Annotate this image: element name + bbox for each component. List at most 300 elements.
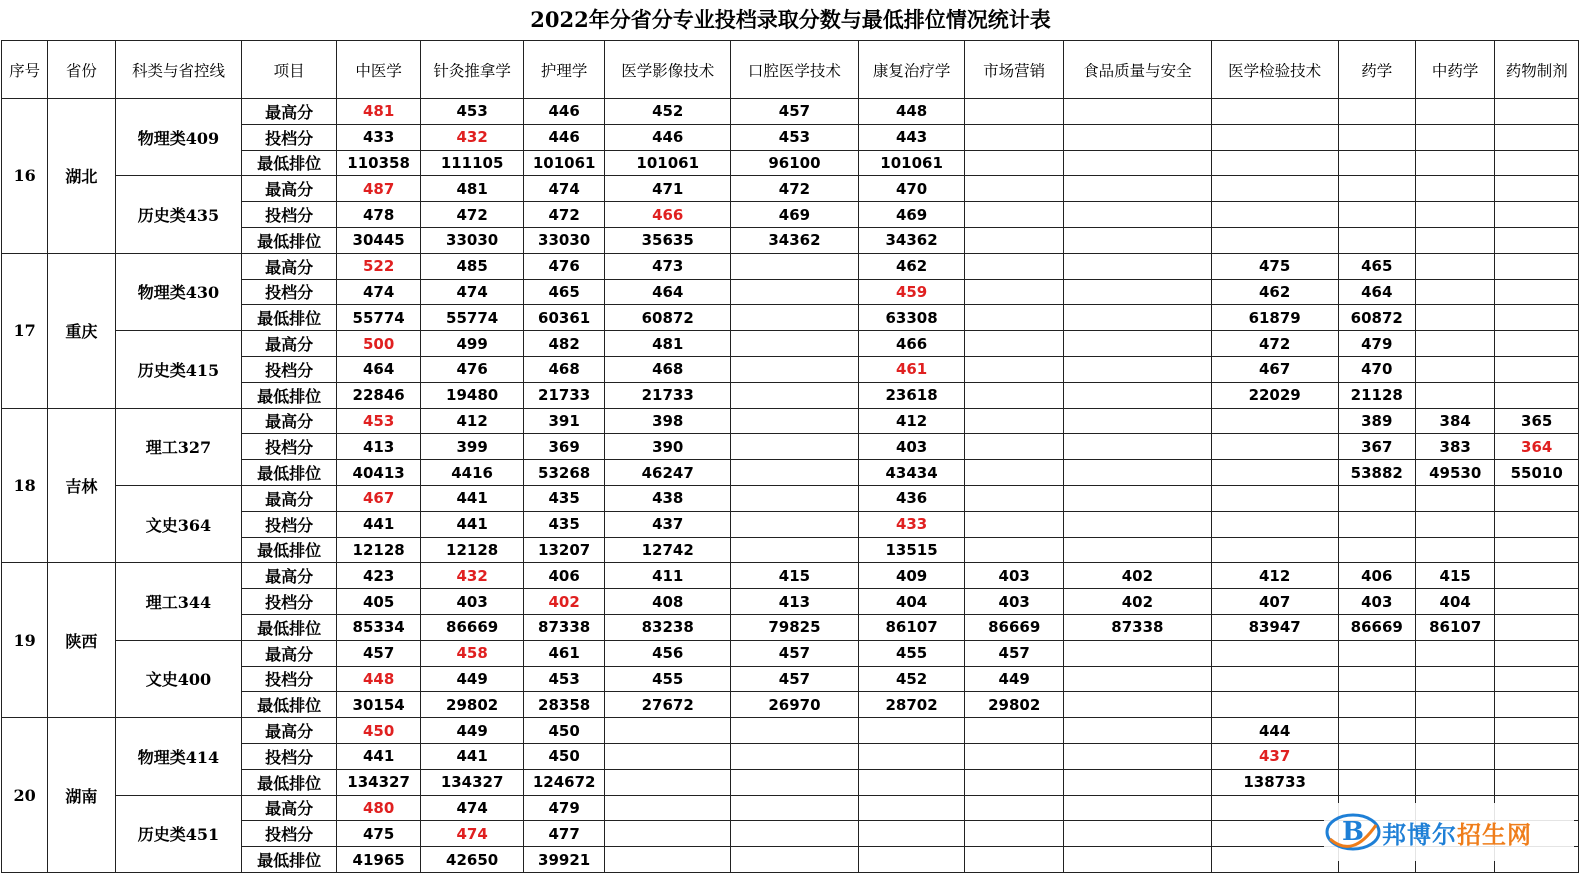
score-cell: 61879 [1211, 305, 1338, 331]
table-row [2, 563, 1579, 589]
score-cell: 450 [523, 743, 604, 769]
column-header: 医学检验技术 [1211, 41, 1338, 99]
seq-cell: 18 [2, 408, 48, 563]
score-cell [1495, 124, 1579, 150]
score-cell: 46247 [605, 460, 731, 486]
score-cell: 453 [523, 666, 604, 692]
category-cell: 历史类451 [115, 795, 242, 872]
score-cell: 28702 [858, 692, 965, 718]
score-cell: 398 [605, 408, 731, 434]
score-cell: 79825 [731, 614, 859, 640]
category-cell: 物理类414 [115, 718, 242, 795]
table-row [2, 408, 1579, 434]
table-row [2, 176, 1579, 202]
seq-cell: 16 [2, 99, 48, 254]
score-cell: 479 [523, 795, 604, 821]
score-cell [1211, 434, 1338, 460]
score-cell: 474 [421, 821, 524, 847]
score-cell: 391 [523, 408, 604, 434]
score-cell: 441 [421, 511, 524, 537]
score-cell [731, 356, 859, 382]
column-header: 护理学 [523, 41, 604, 99]
score-cell: 30154 [336, 692, 420, 718]
score-cell: 364 [1495, 434, 1579, 460]
score-cell: 409 [858, 563, 965, 589]
score-cell: 448 [336, 666, 420, 692]
score-cell [965, 331, 1064, 357]
score-cell: 466 [858, 331, 965, 357]
score-cell: 433 [858, 511, 965, 537]
score-cell: 457 [731, 99, 859, 125]
column-header: 药物制剂 [1495, 41, 1579, 99]
score-cell: 27672 [605, 692, 731, 718]
score-cell: 482 [523, 331, 604, 357]
score-cell: 437 [1211, 743, 1338, 769]
score-cell: 53882 [1338, 460, 1415, 486]
score-cell: 478 [336, 202, 420, 228]
score-cell: 29802 [421, 692, 524, 718]
item-cell: 最高分 [242, 640, 337, 666]
score-cell: 86669 [1338, 614, 1415, 640]
score-cell [1415, 692, 1494, 718]
watermark-text-accent: 招生网 [1457, 820, 1532, 849]
score-cell: 441 [336, 743, 420, 769]
score-cell [1495, 485, 1579, 511]
score-cell [1211, 202, 1338, 228]
score-cell: 449 [965, 666, 1064, 692]
score-cell: 369 [523, 434, 604, 460]
score-cell [1495, 640, 1579, 666]
score-cell: 474 [523, 176, 604, 202]
score-cell: 413 [336, 434, 420, 460]
score-cell [1495, 511, 1579, 537]
score-cell: 457 [731, 640, 859, 666]
score-cell: 473 [605, 253, 731, 279]
score-cell: 500 [336, 331, 420, 357]
score-cell: 86669 [965, 614, 1064, 640]
item-cell: 最高分 [242, 331, 337, 357]
item-cell: 最低排位 [242, 305, 337, 331]
score-cell: 399 [421, 434, 524, 460]
table-row [2, 253, 1579, 279]
score-cell: 55774 [421, 305, 524, 331]
item-cell: 最低排位 [242, 227, 337, 253]
item-cell: 最低排位 [242, 537, 337, 563]
score-cell [1063, 227, 1211, 253]
province-cell: 湖南 [48, 718, 115, 873]
score-cell [731, 331, 859, 357]
score-cell [1063, 460, 1211, 486]
score-cell: 450 [523, 718, 604, 744]
score-cell: 22029 [1211, 382, 1338, 408]
score-cell: 86107 [858, 614, 965, 640]
seq-cell: 17 [2, 253, 48, 408]
item-cell: 投档分 [242, 202, 337, 228]
score-cell [731, 382, 859, 408]
item-cell: 投档分 [242, 821, 337, 847]
column-header: 药学 [1338, 41, 1415, 99]
score-cell [731, 537, 859, 563]
score-cell: 446 [605, 124, 731, 150]
score-cell [605, 795, 731, 821]
score-cell [731, 769, 859, 795]
score-cell: 423 [336, 563, 420, 589]
score-cell [1495, 305, 1579, 331]
score-cell [1415, 227, 1494, 253]
score-cell [1338, 537, 1415, 563]
score-cell [965, 847, 1064, 873]
score-cell: 403 [965, 563, 1064, 589]
column-header: 省份 [48, 41, 115, 99]
score-cell [1495, 356, 1579, 382]
score-cell: 476 [523, 253, 604, 279]
score-cell: 408 [605, 589, 731, 615]
score-cell [1415, 253, 1494, 279]
score-cell [858, 769, 965, 795]
score-cell [1338, 743, 1415, 769]
score-cell: 485 [421, 253, 524, 279]
score-cell [1415, 99, 1494, 125]
score-cell [965, 305, 1064, 331]
score-cell: 53268 [523, 460, 604, 486]
score-cell: 467 [1211, 356, 1338, 382]
score-cell: 487 [336, 176, 420, 202]
score-cell: 468 [605, 356, 731, 382]
watermark-logo-letter: B [1342, 817, 1364, 847]
score-cell: 481 [605, 331, 731, 357]
table-row [2, 99, 1579, 125]
score-cell [1495, 253, 1579, 279]
column-header: 中医学 [336, 41, 420, 99]
score-cell: 458 [421, 640, 524, 666]
item-cell: 投档分 [242, 434, 337, 460]
score-cell [1211, 511, 1338, 537]
province-cell: 吉林 [48, 408, 115, 563]
score-cell: 432 [421, 563, 524, 589]
score-cell [1063, 718, 1211, 744]
item-cell: 最低排位 [242, 460, 337, 486]
score-cell [1415, 666, 1494, 692]
score-cell [1338, 227, 1415, 253]
score-cell: 464 [336, 356, 420, 382]
table-body [2, 99, 1579, 873]
score-cell: 402 [523, 589, 604, 615]
score-cell [1495, 743, 1579, 769]
score-cell [965, 176, 1064, 202]
score-cell [1415, 150, 1494, 176]
score-cell [731, 847, 859, 873]
score-cell [1338, 640, 1415, 666]
score-cell: 468 [523, 356, 604, 382]
score-cell [731, 460, 859, 486]
watermark [1324, 803, 1574, 861]
score-cell [1063, 821, 1211, 847]
score-cell [1063, 176, 1211, 202]
score-cell: 461 [858, 356, 965, 382]
score-cell: 475 [1211, 253, 1338, 279]
score-cell: 83947 [1211, 614, 1338, 640]
score-cell: 403 [1338, 589, 1415, 615]
score-cell [1338, 666, 1415, 692]
score-cell: 33030 [421, 227, 524, 253]
score-cell: 475 [336, 821, 420, 847]
column-header: 科类与省控线 [115, 41, 242, 99]
score-cell: 34362 [858, 227, 965, 253]
score-cell: 474 [421, 279, 524, 305]
score-cell [1063, 640, 1211, 666]
score-cell [1415, 537, 1494, 563]
score-cell [1415, 769, 1494, 795]
score-cell [731, 795, 859, 821]
score-cell [1495, 614, 1579, 640]
score-cell: 477 [523, 821, 604, 847]
score-cell [1063, 795, 1211, 821]
score-cell: 412 [421, 408, 524, 434]
score-cell: 49530 [1415, 460, 1494, 486]
score-cell: 452 [605, 99, 731, 125]
score-cell: 472 [523, 202, 604, 228]
score-cell: 462 [1211, 279, 1338, 305]
score-cell [605, 743, 731, 769]
score-cell: 39921 [523, 847, 604, 873]
score-cell: 96100 [731, 150, 859, 176]
score-cell [1211, 821, 1338, 847]
score-cell [1063, 150, 1211, 176]
score-cell [1495, 331, 1579, 357]
score-cell: 459 [858, 279, 965, 305]
score-cell: 86669 [421, 614, 524, 640]
category-cell: 物理类430 [115, 253, 242, 330]
score-cell: 87338 [1063, 614, 1211, 640]
score-cell [1415, 305, 1494, 331]
score-cell [1063, 202, 1211, 228]
score-cell: 453 [421, 99, 524, 125]
score-cell [1063, 511, 1211, 537]
score-cell [965, 743, 1064, 769]
score-cell: 134327 [336, 769, 420, 795]
score-cell [1495, 227, 1579, 253]
score-cell [1211, 537, 1338, 563]
score-cell: 40413 [336, 460, 420, 486]
score-cell: 412 [1211, 563, 1338, 589]
score-cell [965, 460, 1064, 486]
score-cell [1495, 718, 1579, 744]
category-cell: 文史400 [115, 640, 242, 717]
score-cell: 404 [1415, 589, 1494, 615]
score-cell: 83238 [605, 614, 731, 640]
score-cell: 462 [858, 253, 965, 279]
score-cell [1415, 718, 1494, 744]
score-cell [731, 821, 859, 847]
score-cell: 446 [523, 124, 604, 150]
score-cell: 405 [336, 589, 420, 615]
score-cell [965, 202, 1064, 228]
header-row [2, 41, 1579, 99]
item-cell: 投档分 [242, 124, 337, 150]
item-cell: 投档分 [242, 666, 337, 692]
watermark-text [1382, 815, 1532, 850]
score-cell [1415, 511, 1494, 537]
score-cell [731, 743, 859, 769]
item-cell: 最高分 [242, 253, 337, 279]
score-cell: 406 [523, 563, 604, 589]
score-cell [1415, 331, 1494, 357]
score-cell [1211, 176, 1338, 202]
score-cell: 21733 [605, 382, 731, 408]
score-cell [1211, 485, 1338, 511]
score-cell: 453 [731, 124, 859, 150]
score-cell: 457 [731, 666, 859, 692]
column-header: 针灸推拿学 [421, 41, 524, 99]
table-row [2, 718, 1579, 744]
score-cell [605, 821, 731, 847]
score-cell: 12128 [421, 537, 524, 563]
score-cell: 34362 [731, 227, 859, 253]
score-cell: 441 [421, 743, 524, 769]
score-cell: 13207 [523, 537, 604, 563]
score-cell: 402 [1063, 563, 1211, 589]
score-cell [731, 279, 859, 305]
score-cell: 481 [336, 99, 420, 125]
score-cell: 124672 [523, 769, 604, 795]
score-cell [965, 253, 1064, 279]
score-cell [1338, 718, 1415, 744]
item-cell: 投档分 [242, 589, 337, 615]
score-cell: 365 [1495, 408, 1579, 434]
score-cell: 390 [605, 434, 731, 460]
score-cell: 465 [1338, 253, 1415, 279]
score-cell [1338, 769, 1415, 795]
score-cell [858, 847, 965, 873]
score-cell [858, 821, 965, 847]
score-cell [965, 382, 1064, 408]
score-cell [1211, 692, 1338, 718]
score-cell: 470 [1338, 356, 1415, 382]
score-cell: 435 [523, 485, 604, 511]
score-cell: 432 [421, 124, 524, 150]
score-cell [1338, 176, 1415, 202]
score-cell [965, 718, 1064, 744]
score-cell [731, 253, 859, 279]
score-cell [965, 537, 1064, 563]
score-cell [1063, 692, 1211, 718]
score-cell: 21733 [523, 382, 604, 408]
score-cell [965, 795, 1064, 821]
score-cell [731, 485, 859, 511]
score-cell [965, 124, 1064, 150]
score-cell: 499 [421, 331, 524, 357]
item-cell: 最低排位 [242, 847, 337, 873]
score-cell [1338, 511, 1415, 537]
score-cell: 471 [605, 176, 731, 202]
score-cell [1415, 485, 1494, 511]
item-cell: 投档分 [242, 511, 337, 537]
score-cell [1338, 692, 1415, 718]
score-cell: 479 [1338, 331, 1415, 357]
category-cell: 历史类415 [115, 331, 242, 408]
score-cell [858, 718, 965, 744]
score-cell: 22846 [336, 382, 420, 408]
score-cell [1063, 485, 1211, 511]
score-cell: 449 [421, 718, 524, 744]
score-cell: 43434 [858, 460, 965, 486]
score-cell: 472 [421, 202, 524, 228]
score-cell [731, 718, 859, 744]
score-cell: 4416 [421, 460, 524, 486]
score-cell [965, 356, 1064, 382]
score-cell: 101061 [605, 150, 731, 176]
score-cell [1211, 847, 1338, 873]
item-cell: 最高分 [242, 485, 337, 511]
item-cell: 最高分 [242, 99, 337, 125]
score-cell: 367 [1338, 434, 1415, 460]
score-cell [1495, 666, 1579, 692]
score-cell [965, 279, 1064, 305]
score-cell: 472 [731, 176, 859, 202]
item-cell: 最低排位 [242, 692, 337, 718]
score-cell [965, 227, 1064, 253]
score-cell: 464 [605, 279, 731, 305]
score-cell: 474 [336, 279, 420, 305]
item-cell: 最高分 [242, 176, 337, 202]
score-cell [1338, 99, 1415, 125]
category-cell: 理工344 [115, 563, 242, 640]
category-cell: 理工327 [115, 408, 242, 485]
score-cell [1063, 305, 1211, 331]
score-cell: 87338 [523, 614, 604, 640]
score-cell: 28358 [523, 692, 604, 718]
score-cell: 35635 [605, 227, 731, 253]
score-cell: 444 [1211, 718, 1338, 744]
score-cell: 448 [858, 99, 965, 125]
category-cell: 物理类409 [115, 99, 242, 176]
item-cell: 最高分 [242, 563, 337, 589]
score-cell [1063, 99, 1211, 125]
score-cell: 55774 [336, 305, 420, 331]
score-cell [1063, 253, 1211, 279]
item-cell: 最高分 [242, 718, 337, 744]
score-cell [731, 408, 859, 434]
score-cell: 469 [731, 202, 859, 228]
score-cell: 446 [523, 99, 604, 125]
column-header: 项目 [242, 41, 337, 99]
score-cell: 412 [858, 408, 965, 434]
score-cell: 26970 [731, 692, 859, 718]
score-cell [1415, 176, 1494, 202]
item-cell: 投档分 [242, 743, 337, 769]
score-cell [965, 150, 1064, 176]
score-cell: 55010 [1495, 460, 1579, 486]
seq-cell: 19 [2, 563, 48, 718]
score-cell [1415, 279, 1494, 305]
score-cell: 411 [605, 563, 731, 589]
score-cell [1063, 666, 1211, 692]
page-title: 2022年分省分专业投档录取分数与最低排位情况统计表 [530, 7, 1051, 32]
column-header: 市场营销 [965, 41, 1064, 99]
score-cell: 522 [336, 253, 420, 279]
column-header: 中药学 [1415, 41, 1494, 99]
score-cell: 21128 [1338, 382, 1415, 408]
score-cell: 110358 [336, 150, 420, 176]
score-cell: 403 [421, 589, 524, 615]
score-cell [1495, 769, 1579, 795]
score-cell: 441 [421, 485, 524, 511]
score-cell: 12742 [605, 537, 731, 563]
score-cell [1495, 176, 1579, 202]
score-cell: 455 [605, 666, 731, 692]
score-cell: 449 [421, 666, 524, 692]
score-cell [858, 795, 965, 821]
